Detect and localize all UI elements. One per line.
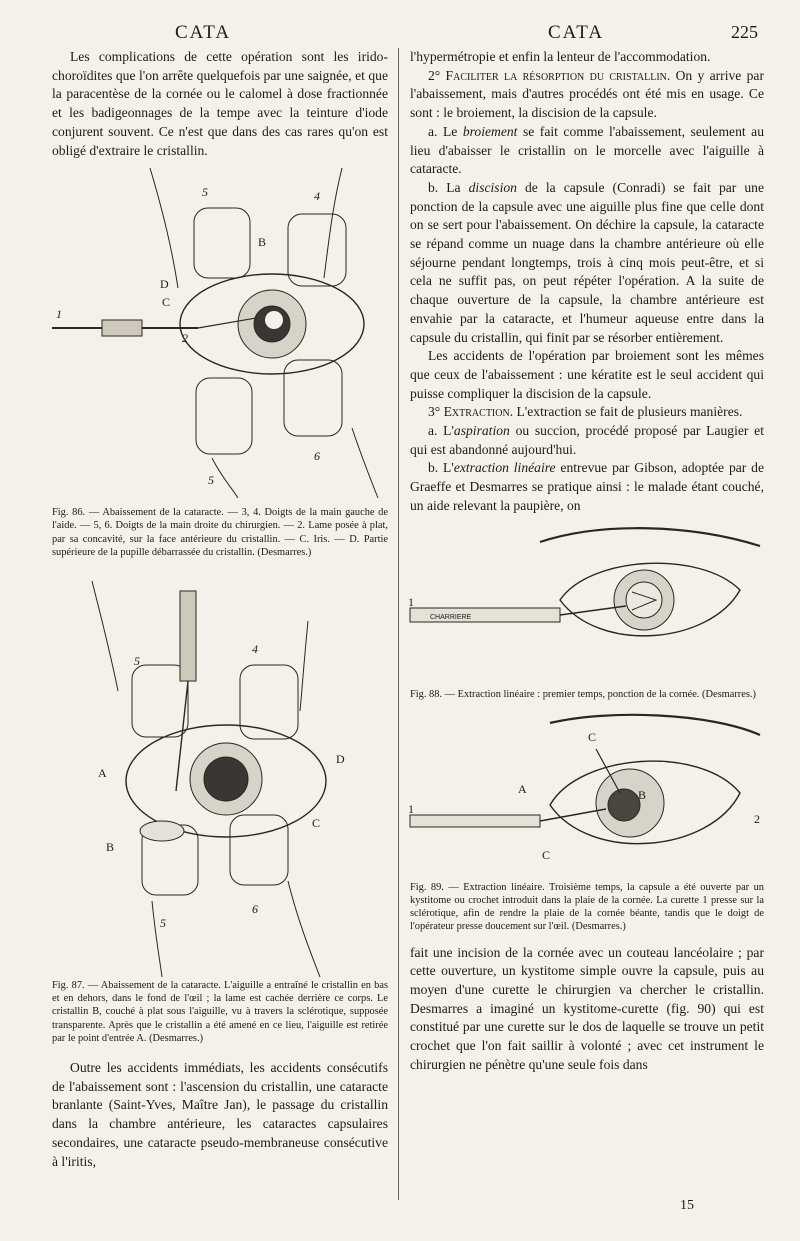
fig87-label-5: 5 bbox=[134, 654, 140, 669]
needle-handle-87 bbox=[180, 591, 196, 681]
finger-6-shape bbox=[196, 378, 252, 454]
fig88-label-1: 1 bbox=[408, 594, 414, 609]
figure-89-caption: Fig. 89. — Extraction linéaire. Troisième temps, la capsule a été ouverte par un kystitome ou crochet introduit dans la plaie de la cornée. La curette 1 presse sur la sclérotique, afin de rendre la plaie de la cornée béante, tandis que le doigt de l'opérateur presse doucement sur l'œil. (Desmarres.) bbox=[410, 881, 764, 933]
fig87-label-A: A bbox=[98, 766, 107, 781]
figure-89 bbox=[410, 713, 764, 934]
right-paragraph-8: b. L'extraction linéaire entrevue par Gibson, adoptée par de Graeffe et Desmarres se pratique ainsi : le malade étant couché, un aide relevant la paupière, on bbox=[410, 460, 764, 513]
column-divider bbox=[398, 48, 399, 1200]
term-discision: discision bbox=[468, 179, 517, 195]
left-closing-paragraph: Outre les accidents immédiats, les accidents consécutifs de l'abaissement sont : l'ascension du cristallin, une cataracte branlante (Saint-Yves, Maître Jan), le passage du cristallin dans la chambre antérieure, les cataractes capsulaires secondaires, une cataracte pseudo-membraneuse consécutive à l'iritis, bbox=[52, 1060, 388, 1169]
right-paragraph-1: l'hypermétropie et enfin la lenteur de l'accommodation. bbox=[410, 49, 711, 64]
finger-5-shape bbox=[194, 208, 250, 278]
section-heading-extraction: 3° Extraction. bbox=[428, 404, 514, 420]
section-heading-resorption: 2° Faciliter la résorption du cristallin. bbox=[428, 67, 671, 83]
figure-89-illustration bbox=[410, 713, 764, 881]
curette-handle-89 bbox=[410, 815, 540, 827]
fig86-label-4: 4 bbox=[314, 189, 320, 204]
finger-3-shape bbox=[284, 360, 342, 436]
running-head-right: CATA bbox=[548, 22, 605, 43]
fig86-label-D: D bbox=[160, 277, 169, 292]
term-aspiration: aspiration bbox=[453, 423, 510, 439]
fig86-label-1: 1 bbox=[56, 307, 62, 322]
fig86-label-2: 2 bbox=[182, 331, 188, 346]
fig86-label-5: 5 bbox=[202, 185, 208, 200]
right-paragraph-3: a. Le broiement se fait comme l'abaissement, seulement au lieu d'abaisser le cristallin on le morcelle avec l'aiguille à cataracte. bbox=[410, 123, 764, 177]
fig89-label-A: A bbox=[518, 781, 527, 796]
fig87-label-D: D bbox=[336, 752, 345, 767]
fig87-label-B: B bbox=[106, 840, 115, 855]
figure-88 bbox=[410, 526, 764, 701]
right-paragraph-7: a. L'aspiration ou succion, procédé proposé par Laugier et qui est abandonné aujourd'hui. bbox=[410, 423, 764, 457]
fig88-instrument-mark: CHARRIERE bbox=[430, 613, 472, 621]
fig89-label-B: B bbox=[638, 787, 647, 802]
term-broiement: broiement bbox=[462, 123, 518, 139]
fig86-label-6: 6 bbox=[314, 449, 320, 464]
fig89-label-C2: C bbox=[542, 847, 551, 862]
fig89-label-1: 1 bbox=[408, 801, 414, 816]
figure-88-illustration bbox=[410, 526, 764, 686]
figure-88-caption: Fig. 88. — Extraction linéaire : premier temps, ponction de la cornée. (Desmarres.) bbox=[410, 688, 756, 700]
fig87-label-C: C bbox=[312, 816, 321, 831]
right-paragraph-6: 3° Extraction. L'extraction se fait de plusieurs manières. bbox=[428, 404, 743, 420]
pupil-87 bbox=[204, 757, 248, 801]
fig86-label-C: C bbox=[162, 295, 171, 310]
eyebrow-89 bbox=[550, 715, 760, 735]
left-column bbox=[52, 48, 388, 1171]
figure-87-caption: Fig. 87. — Abaissement de la cataracte. L'aiguille a entraîné le cristallin en bas et en dehors, dans le fond de l'œil ; la lame est cachée derrière ce corps. Le cristallin B, couché à plat sous l'aiguille, vu à travers la sclérotique, supposée transparente. Après que le cristallin a été amené en ce lieu, l'aiguille est retirée par le point d'entrée A. (Desmarres.) bbox=[52, 980, 388, 1044]
figure-86 bbox=[52, 168, 388, 559]
figure-86-caption: Fig. 86. — Abaissement de la cataracte. — 3, 4. Doigts de la main gauche de l'aide. — 5, 6. Doigts de la main droite du chirurgien. — 2. Lame posée à plat, par sa concavité, sur la face antérieure du cristallin. — C. Iris. — D. Partie supérieure de la pupille débarrassée du cristallin. (Desmarres.) bbox=[52, 507, 388, 558]
fig87-label-4: 4 bbox=[252, 642, 258, 657]
right-paragraph-2: 2° Faciliter la résorption du cristallin. On y arrive par l'abaissement, mais d'autres procédés ont été mis en usage. Ce sont : le broiement, la discision de la capsule. bbox=[410, 67, 764, 121]
eyebrow-88 bbox=[540, 528, 760, 546]
fig87-label-6: 6 bbox=[252, 902, 258, 917]
running-head-left: CATA bbox=[175, 22, 232, 43]
figure-86-illustration bbox=[52, 168, 388, 498]
term-extraction-lineaire: extraction linéaire bbox=[453, 460, 556, 476]
fig89-label-2: 2 bbox=[754, 811, 760, 826]
fig86-label-5b: 5 bbox=[208, 473, 214, 488]
fig87-finger-4-shape bbox=[240, 665, 298, 739]
right-paragraph-5: Les accidents de l'opération par broiement sont les mêmes que ceux de l'abaissement : une kératite est le seul accident qui puisse compliquer la discision de la capsule. bbox=[410, 348, 764, 401]
fig87-finger-3-shape bbox=[230, 815, 288, 885]
figure-87-illustration bbox=[52, 581, 388, 977]
needle-handle-86 bbox=[102, 320, 142, 336]
right-closing-paragraph: fait une incision de la cornée avec un couteau lancéolaire ; par cette ouverture, un kystitome simple ouvre la capsule, puis au moyen d'une curette le chirurgien va chercher le cristallin. Desmarres a imaginé un kystitome-curette (fig. 90) qui est constitué par une curette sur le dos de laquelle se trouve un petit crochet que l'on fait saillir à volonté ; avec cet instrument le chirurgien ne pénètre qu'une seule fois dans bbox=[410, 944, 764, 1072]
right-column bbox=[410, 48, 764, 1075]
left-intro-paragraph: Les complications de cette opération sont les irido-choroïdites que l'on arrête quelquefois par une saignée, et que la paracentèse de la cornée ou le calomel à dose fractionnée et les badigeonnages de la tempe avec la teinture d'iode conjurent souvent. Ce n'est que dans des cas rares qu'on est obligé d'extraire le cristallin. bbox=[52, 49, 388, 158]
figure-87 bbox=[52, 581, 388, 1045]
signature-mark: 15 bbox=[680, 1198, 694, 1213]
fig89-label-C: C bbox=[588, 729, 597, 744]
right-paragraph-4: b. La discision de la capsule (Conradi) se fait par une ponction de la capsule avec une aiguille plus fine que celle dont on se sert pour l'abaissement. On déchire la capsule, la cataracte se répand comme un nuage dans la chambre antérieure où elle séjourne pendant longtemps, trois à cinq mois peut-être, et si cela ne suffit pas, on peut répéter l'opération. A la suite de chaque ouverture de la capsule, la chambre antérieure est envahie par la cataracte, et l'humeur aqueuse entre dans la capsule du cristallin, qui finit par se résorber entièrement. bbox=[410, 179, 764, 345]
fig87-label-5b: 5 bbox=[160, 916, 166, 931]
page-number: 225 bbox=[731, 22, 758, 42]
fig86-label-B: B bbox=[258, 235, 267, 250]
